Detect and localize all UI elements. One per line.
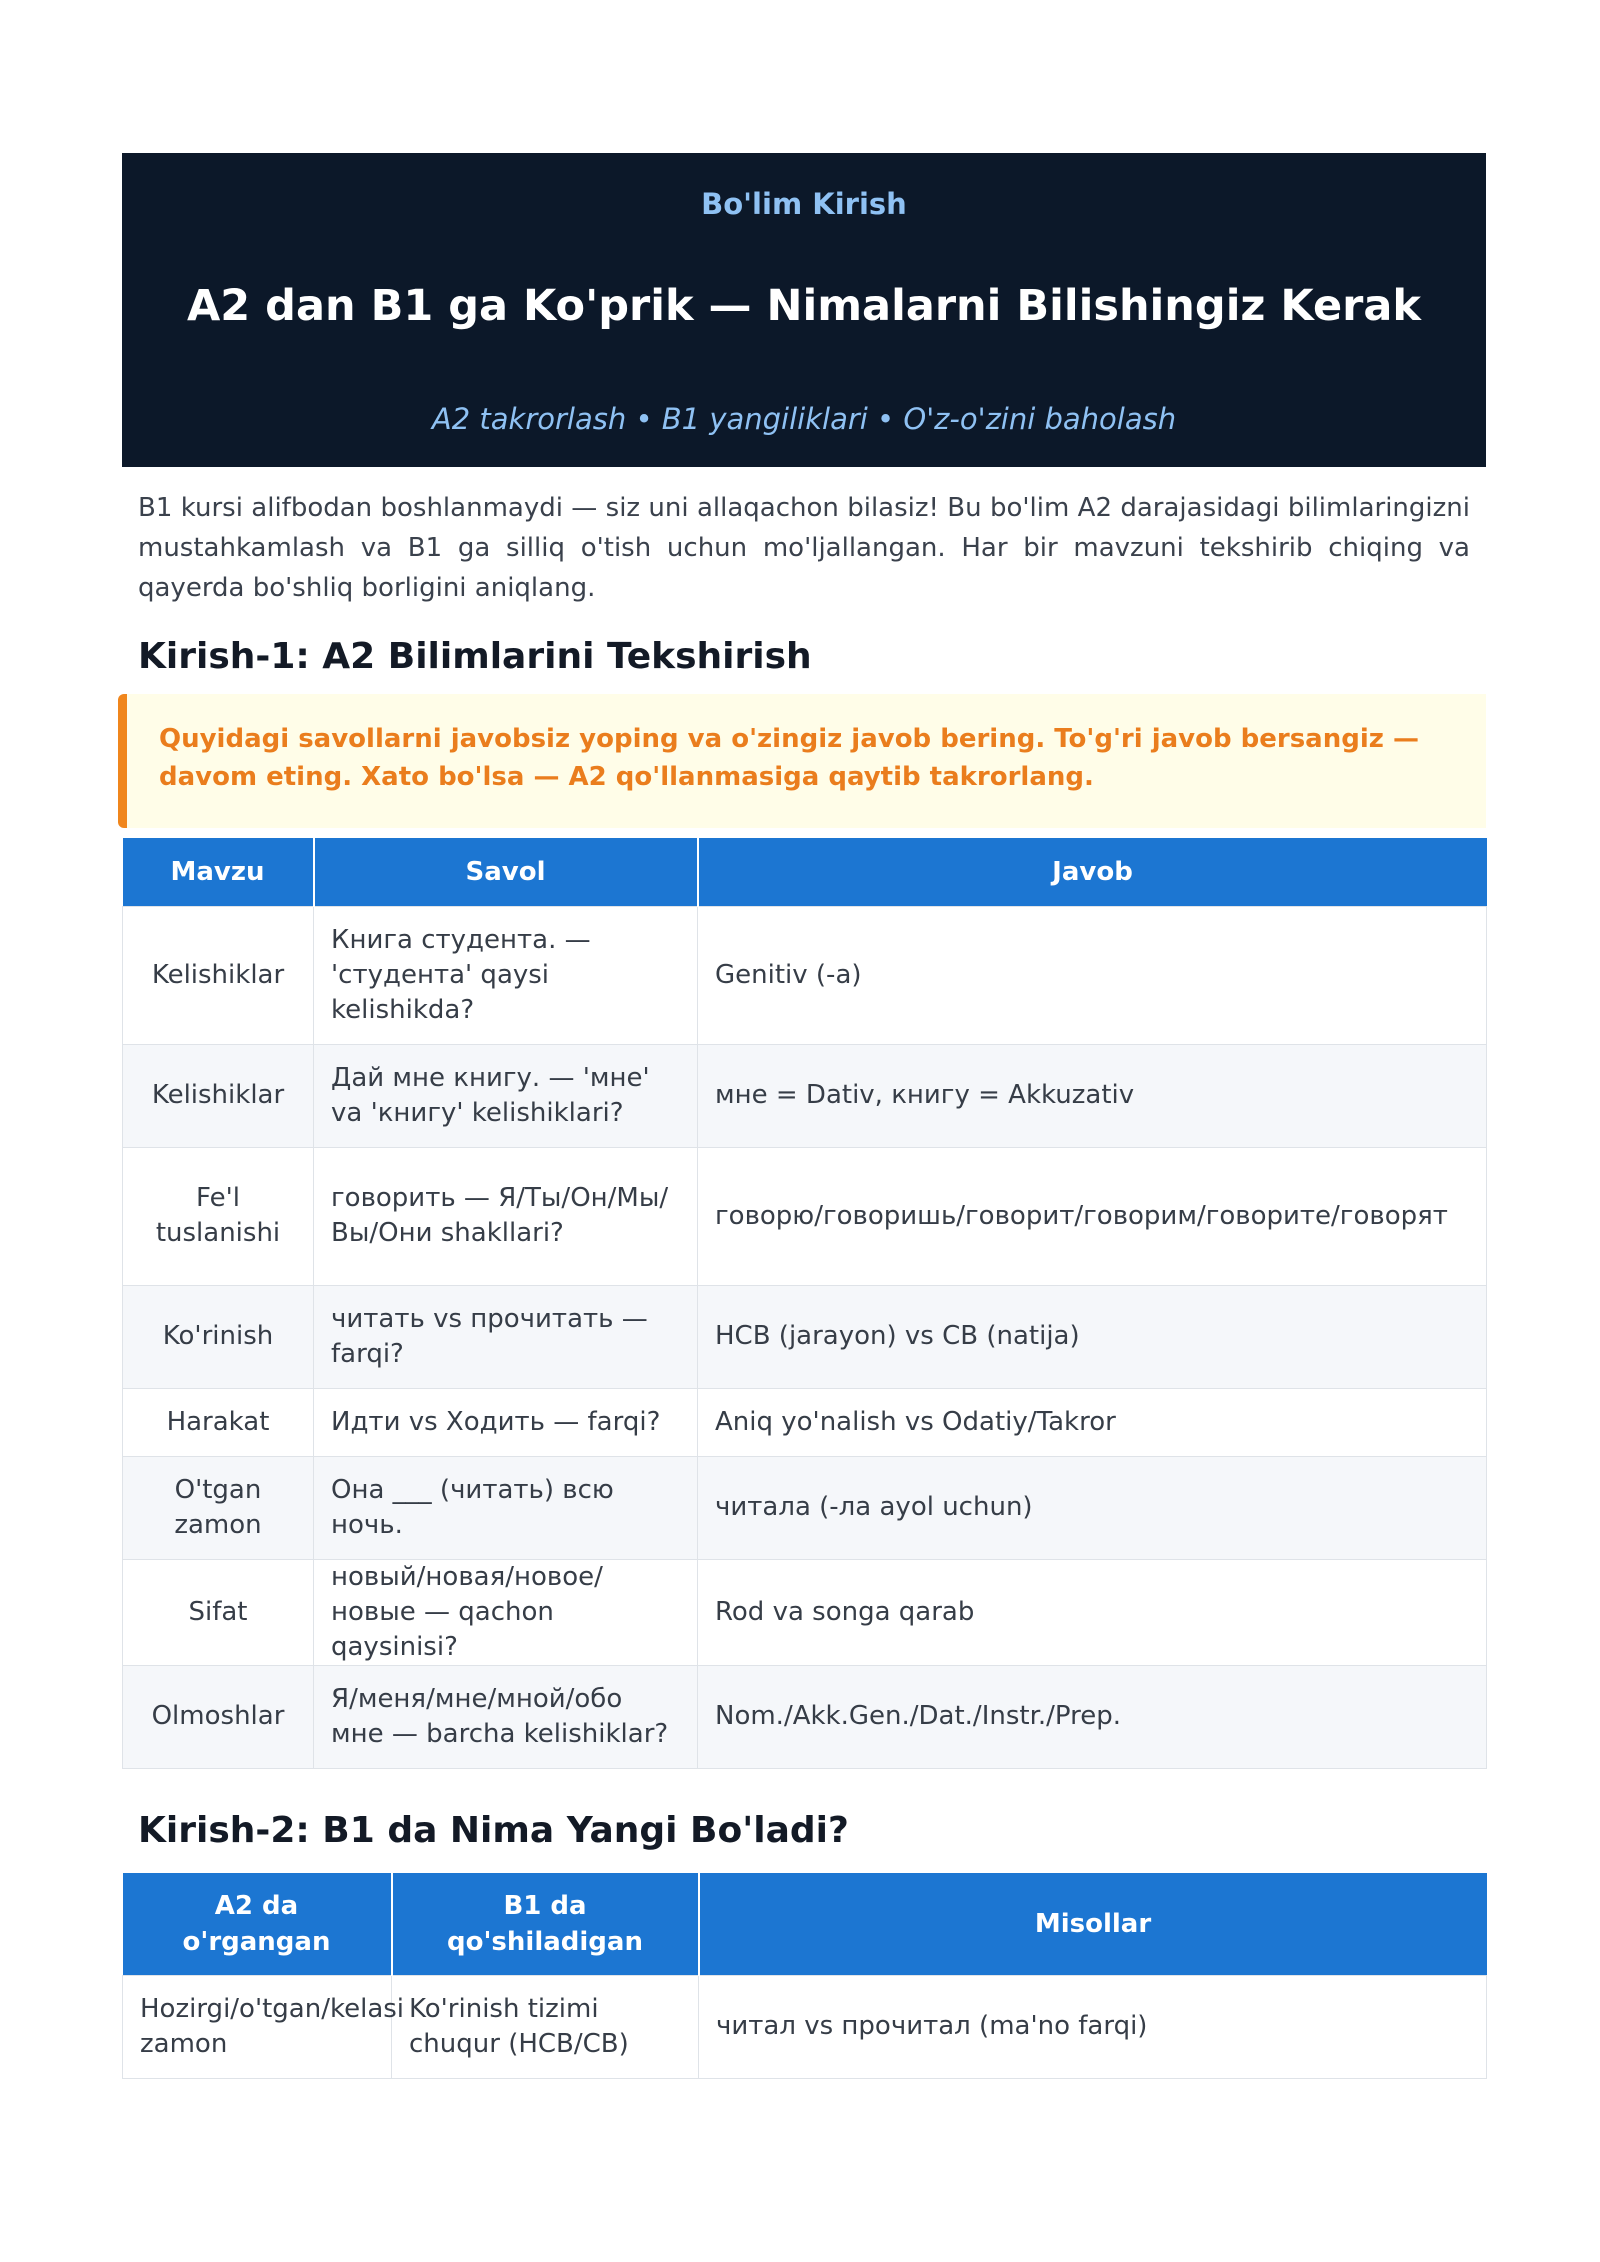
topic-cell: Ko'rinish: [123, 1285, 314, 1388]
banner-kicker: Bo'lim Kirish: [701, 187, 907, 221]
topic-cell: Kelishiklar: [123, 906, 314, 1044]
topic-cell: Sifat: [123, 1559, 314, 1665]
column-header-a2: A2 da o'rgangan: [123, 1873, 392, 1975]
table-row: [123, 1975, 1487, 2078]
column-header-misollar: Misollar: [699, 1873, 1487, 1975]
a2-check-table: [122, 838, 1487, 1769]
table-row: [123, 1559, 1487, 1665]
b1-cell: Ko'rinish tizimi chuqur (НСВ/СВ): [392, 1975, 699, 2078]
column-header-mavzu: Mavzu: [123, 838, 314, 906]
answer-cell: Genitiv (-а): [698, 906, 1487, 1044]
column-header-savol: Savol: [314, 838, 698, 906]
table-row: [123, 906, 1487, 1044]
instruction-note-text: Quyidagi savollarni javobsiz yoping va o'zingiz javob bering. To'g'ri javob bersangiz — davom eting. Xato bo'lsa — A2 qo'llanmasiga qaytib takrorlang.: [159, 724, 1419, 792]
answer-cell: говорю/говоришь/говорит/говорим/говорите/говорят: [698, 1147, 1487, 1285]
table-row: [123, 1456, 1487, 1559]
column-header-javob: Javob: [698, 838, 1487, 906]
table-header-row: [123, 838, 1487, 906]
answer-cell: НСВ (jarayon) vs СВ (natija): [698, 1285, 1487, 1388]
b1-new-table: [122, 1873, 1487, 2079]
a2-cell: Hozirgi/o'tgan/kelasi zamon: [123, 1975, 392, 2078]
question-cell: читать vs прочитать — farqi?: [314, 1285, 698, 1388]
table-row: [123, 1665, 1487, 1768]
question-cell: Идти vs Ходить — farqi?: [314, 1388, 698, 1456]
question-cell: новый/новая/новое/новые — qachon qaysinisi?: [314, 1559, 698, 1665]
answer-cell: Aniq yo'nalish vs Odatiy/Takror: [698, 1388, 1487, 1456]
instruction-note: [118, 694, 1486, 828]
example-cell: читал vs прочитал (ma'no farqi): [699, 1975, 1487, 2078]
answer-cell: Nom./Akk.Gen./Dat./Instr./Prep.: [698, 1665, 1487, 1768]
intro-paragraph: B1 kursi alifbodan boshlanmaydi — siz uni allaqachon bilasiz! Bu bo'lim A2 darajasidagi bilimlaringizni mustahkamlash va B1 ga silliq o'tish uchun mo'ljallangan. Har bir mavzuni tekshirib chiqing va qayerda bo'shliq borligini aniqlang.: [138, 493, 1470, 603]
answer-cell: читала (-ла ayol uchun): [698, 1456, 1487, 1559]
table-row: [123, 1044, 1487, 1147]
question-cell: говорить — Я/Ты/Он/Мы/Вы/Они shakllari?: [314, 1147, 698, 1285]
table-row: [123, 1147, 1487, 1285]
question-cell: Дай мне книгу. — 'мне' va 'книгу' kelishiklari?: [314, 1044, 698, 1147]
page-title: A2 dan B1 ga Ko'prik — Nimalarni Bilishingiz Kerak: [187, 281, 1421, 331]
table-header-row: [123, 1873, 1487, 1975]
topic-cell: Kelishiklar: [123, 1044, 314, 1147]
question-cell: Книга студента. — 'студента' qaysi kelishikda?: [314, 906, 698, 1044]
answer-cell: мне = Dativ, книгу = Akkuzativ: [698, 1044, 1487, 1147]
column-header-b1: B1 da qo'shiladigan: [392, 1873, 699, 1975]
topic-cell: Fe'l tuslanishi: [123, 1147, 314, 1285]
question-cell: Она ___ (читать) всю ночь.: [314, 1456, 698, 1559]
topic-cell: Olmoshlar: [123, 1665, 314, 1768]
topic-cell: O'tgan zamon: [123, 1456, 314, 1559]
section1-heading: Kirish-1: A2 Bilimlarini Tekshirish: [138, 636, 812, 677]
section-banner: [122, 153, 1486, 467]
topic-cell: Harakat: [123, 1388, 314, 1456]
banner-subtitle: A2 takrorlash • B1 yangiliklari • O'z-o'zini baholash: [431, 402, 1177, 436]
table-row: [123, 1388, 1487, 1456]
section2-heading: Kirish-2: B1 da Nima Yangi Bo'ladi?: [138, 1810, 849, 1851]
answer-cell: Rod va songa qarab: [698, 1559, 1487, 1665]
table-row: [123, 1285, 1487, 1388]
question-cell: Я/меня/мне/мной/обо мне — barcha kelishiklar?: [314, 1665, 698, 1768]
